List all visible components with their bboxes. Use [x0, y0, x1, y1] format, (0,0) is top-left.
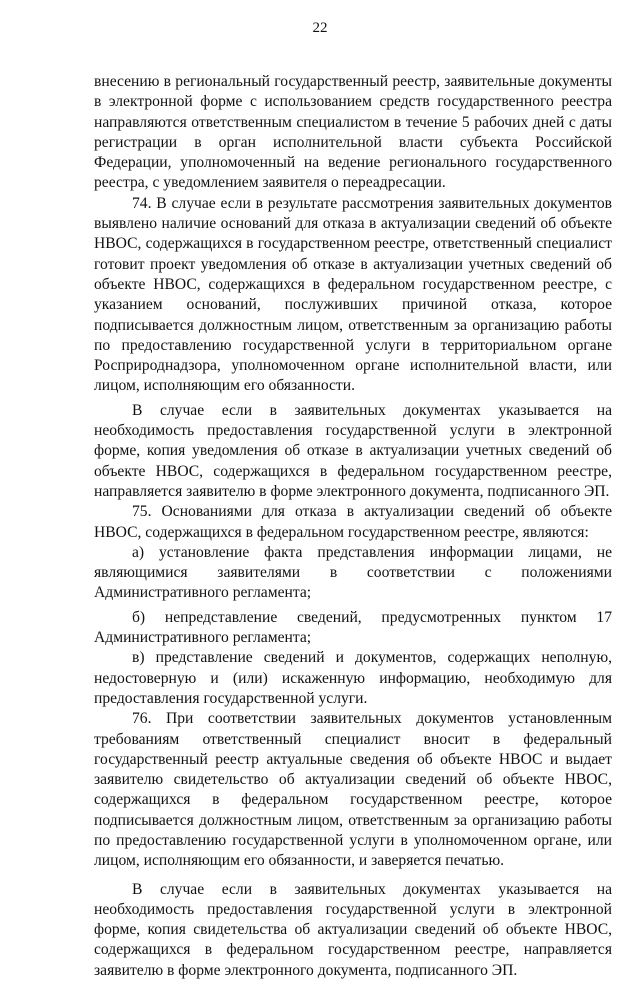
list-item-c: в) представление сведений и документов, содержащих неполную, недостоверную и (или) искаженную информацию, необходимую для предоставления государственной услуги.: [94, 649, 612, 707]
paragraph-clause-74: 74. В случае если в результате рассмотрения заявительных документов выявлено наличие оснований для отказа в актуализации сведений об объекте НВОС, содержащихся в государственном реестре, ответственный специалист готовит проект уведомления об отказе в актуализации учетных сведений об объекте НВОС, содержащихся в федеральном государственном реестре, с указанием оснований, послуживших причиной отказа, которое подписывается должностным лицом, ответственным за организацию работы по предоставлению государственной услуги в территориальном органе Росприроднадзора, уполномоченном органе исполнительной власти, или лицом, исполняющим его обязанности.: [94, 194, 612, 395]
paragraph-clause-76-electronic: В случае если в заявительных документах указывается на необходимость предоставления государственной услуги в электронной форме, копия свидетельства об актуализации сведений об объекте НВОС, содержащихся в федеральном государственном реестре, направляется заявителю в форме электронного документа, подписанного ЭП.: [94, 880, 612, 979]
paragraph-clause-76: 76. При соответствии заявительных документов установленным требованиям ответственный специалист вносит в федеральный государственный реестр актуальные сведения об объекте НВОС и выдает заявителю свидетельство об актуализации сведений об объекте НВОС, содержащихся в федеральном государственном реестре, которое подписывается должностным лицом, ответственным за организацию работы по предоставлению государственной услуги в уполномоченном органе, или лицом, исполняющим его обязанности, и заверяется печатью.: [94, 710, 612, 870]
list-item-b: б) непредставление сведений, предусмотренных пунктом 17 Административного регламента;: [94, 608, 612, 647]
paragraph-continuation: внесению в региональный государственный реестр, заявительные документы в электронной форме с использованием средств государственного реестра направляются ответственным специалистом в течение 5 рабочих дней с даты регистрации в орган исполнительной власти субъекта Российской Федерации, уполномоченный на ведение регионального государственного реестра, с уведомлением заявителя о переадресации.: [94, 73, 612, 192]
paragraph-clause-74-electronic: В случае если в заявительных документах указывается на необходимость предоставления государственной услуги в электронной форме, копия уведомления об отказе в актуализации учетных сведений об объекте НВОС, содержащихся в федеральном государственном реестре, направляется заявителю в форме электронного документа, подписанного ЭП.: [94, 401, 612, 500]
page-number: 22: [312, 20, 328, 36]
document-body: [94, 72, 612, 981]
paragraph-clause-75: 75. Основаниями для отказа в актуализации сведений об объекте НВОС, содержащихся в федеральном государственном реестре, являются:: [94, 503, 612, 541]
list-item-a: а) установление факта представления информации лицами, не являющимися заявителями в соответствии с положениями Административного регламента;: [94, 543, 612, 602]
